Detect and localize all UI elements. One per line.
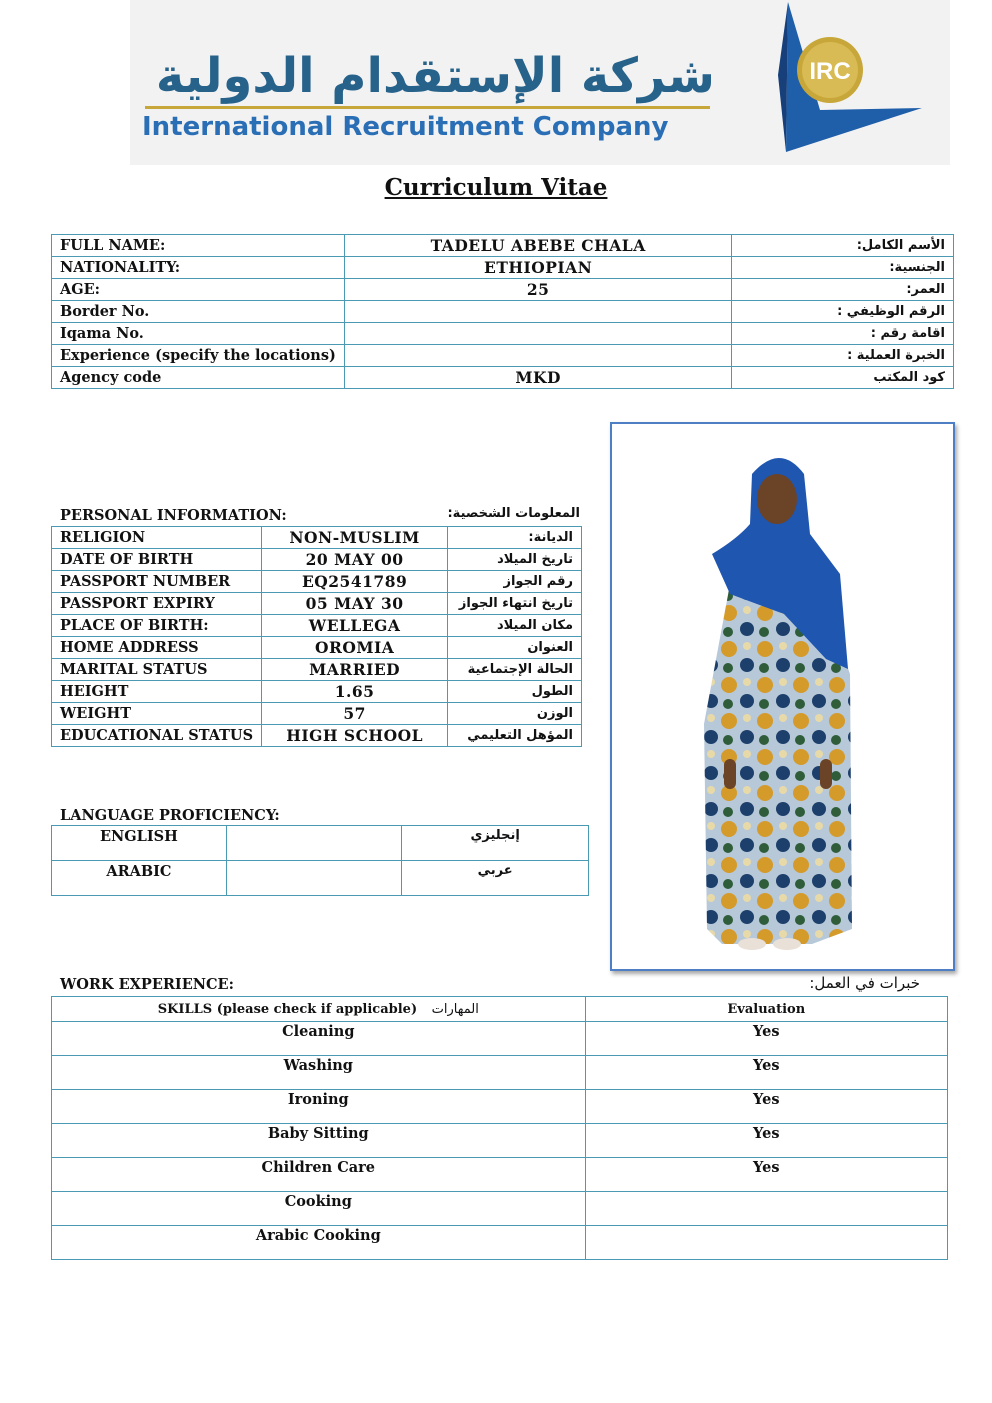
field-value xyxy=(344,301,732,323)
skill-evaluation: Yes xyxy=(585,1158,947,1192)
personal-value: 05 MAY 30 xyxy=(262,593,448,615)
personal-label-arabic: تاريخ انتهاء الجواز xyxy=(448,593,582,615)
personal-label-arabic: الطول xyxy=(448,681,582,703)
personal-info-row xyxy=(52,571,582,593)
language-name: ARABIC xyxy=(52,861,227,896)
language-level xyxy=(226,826,402,861)
skill-name: Washing xyxy=(52,1056,586,1090)
skills-column-header xyxy=(52,997,586,1022)
field-label: Iqama No. xyxy=(52,323,345,345)
personal-label: EDUCATIONAL STATUS xyxy=(52,725,262,747)
field-label: FULL NAME: xyxy=(52,235,345,257)
field-label: NATIONALITY: xyxy=(52,257,345,279)
company-name-arabic: شركة الإستقدام الدولية xyxy=(155,48,715,104)
skills-table xyxy=(51,996,948,1260)
personal-label: WEIGHT xyxy=(52,703,262,725)
language-row xyxy=(52,861,589,896)
candidate-photo xyxy=(610,422,955,971)
company-name-english: International Recruitment Company xyxy=(142,112,669,142)
personal-info-row xyxy=(52,615,582,637)
personal-value: 57 xyxy=(262,703,448,725)
personal-info-table xyxy=(51,526,582,747)
field-value: 25 xyxy=(344,279,732,301)
field-label-arabic: الرقم الوظيفي : xyxy=(732,301,954,323)
language-name: ENGLISH xyxy=(52,826,227,861)
skill-evaluation: Yes xyxy=(585,1090,947,1124)
skill-name: Ironing xyxy=(52,1090,586,1124)
work-experience-heading: WORK EXPERIENCE: xyxy=(60,976,234,993)
personal-label-arabic: المؤهل التعليمي xyxy=(448,725,582,747)
field-label-arabic: اقامة رقم : xyxy=(732,323,954,345)
personal-info-row xyxy=(52,593,582,615)
personal-value: NON-MUSLIM xyxy=(262,527,448,549)
personal-value: HIGH SCHOOL xyxy=(262,725,448,747)
language-level xyxy=(226,861,402,896)
personal-info-row xyxy=(52,549,582,571)
language-name-arabic: عربي xyxy=(402,861,589,896)
personal-value: OROMIA xyxy=(262,637,448,659)
personal-info-row xyxy=(52,527,582,549)
skills-header-row xyxy=(52,997,948,1022)
field-label-arabic: الأسم الكامل: xyxy=(732,235,954,257)
main-info-row xyxy=(52,279,954,301)
main-info-row xyxy=(52,345,954,367)
personal-label-arabic: الحالة الإجتماعية xyxy=(448,659,582,681)
skill-row xyxy=(52,1192,948,1226)
field-value xyxy=(344,345,732,367)
personal-value: 1.65 xyxy=(262,681,448,703)
main-info-row xyxy=(52,235,954,257)
personal-label-arabic: رقم الجواز xyxy=(448,571,582,593)
personal-label: PASSPORT EXPIRY xyxy=(52,593,262,615)
skill-name: Arabic Cooking xyxy=(52,1226,586,1260)
personal-label: PLACE OF BIRTH: xyxy=(52,615,262,637)
skill-evaluation: Yes xyxy=(585,1022,947,1056)
skill-row xyxy=(52,1090,948,1124)
personal-label: HEIGHT xyxy=(52,681,262,703)
language-heading: LANGUAGE PROFICIENCY: xyxy=(60,807,280,824)
main-info-row xyxy=(52,367,954,389)
skill-row xyxy=(52,1158,948,1192)
skill-name: Children Care xyxy=(52,1158,586,1192)
skill-evaluation: Yes xyxy=(585,1124,947,1158)
work-experience-heading-arabic: خبرات في العمل: xyxy=(809,974,920,992)
personal-label-arabic: مكان الميلاد xyxy=(448,615,582,637)
skill-name: Baby Sitting xyxy=(52,1124,586,1158)
personal-label-arabic: تاريخ الميلاد xyxy=(448,549,582,571)
personal-info-row xyxy=(52,637,582,659)
personal-label: DATE OF BIRTH xyxy=(52,549,262,571)
skill-evaluation xyxy=(585,1192,947,1226)
personal-info-heading: PERSONAL INFORMATION: xyxy=(60,507,287,524)
field-value: ETHIOPIAN xyxy=(344,257,732,279)
skill-name: Cleaning xyxy=(52,1022,586,1056)
irc-logo-icon xyxy=(750,0,930,165)
main-info-table xyxy=(51,234,954,389)
logo-badge-text: IRC xyxy=(809,58,851,85)
language-name-arabic: إنجليزي xyxy=(402,826,589,861)
skill-row xyxy=(52,1022,948,1056)
main-info-row xyxy=(52,323,954,345)
personal-label-arabic: الوزن xyxy=(448,703,582,725)
personal-label: HOME ADDRESS xyxy=(52,637,262,659)
field-label: Agency code xyxy=(52,367,345,389)
personal-label-arabic: الديانة: xyxy=(448,527,582,549)
personal-info-row xyxy=(52,703,582,725)
skill-row xyxy=(52,1056,948,1090)
language-table xyxy=(51,825,589,896)
skill-evaluation xyxy=(585,1226,947,1260)
personal-value: 20 MAY 00 xyxy=(262,549,448,571)
skill-evaluation: Yes xyxy=(585,1056,947,1090)
logo-divider xyxy=(145,106,710,109)
main-info-row xyxy=(52,257,954,279)
personal-info-row xyxy=(52,659,582,681)
field-value xyxy=(344,323,732,345)
personal-info-row xyxy=(52,725,582,747)
personal-value: WELLEGA xyxy=(262,615,448,637)
personal-value: EQ2541789 xyxy=(262,571,448,593)
personal-label-arabic: العنوان xyxy=(448,637,582,659)
field-label: Experience (specify the locations) xyxy=(52,345,345,367)
personal-label: RELIGION xyxy=(52,527,262,549)
field-label-arabic: الخبرة العملية : xyxy=(732,345,954,367)
skill-row xyxy=(52,1226,948,1260)
field-label: Border No. xyxy=(52,301,345,323)
skills-column-label: SKILLS (please check if applicable) xyxy=(157,1001,418,1017)
evaluation-column-header: Evaluation xyxy=(585,997,947,1022)
skill-name: Cooking xyxy=(52,1192,586,1226)
personal-value: MARRIED xyxy=(262,659,448,681)
person-figure-icon xyxy=(612,424,953,969)
page-title: Curriculum Vitae xyxy=(384,174,608,201)
field-label-arabic: كود المكتب xyxy=(732,367,954,389)
language-row xyxy=(52,826,589,861)
field-label: AGE: xyxy=(52,279,345,301)
personal-info-row xyxy=(52,681,582,703)
skills-column-label-arabic: المهارات xyxy=(431,1001,479,1017)
field-label-arabic: الجنسية: xyxy=(732,257,954,279)
field-label-arabic: العمر: xyxy=(732,279,954,301)
field-value: MKD xyxy=(344,367,732,389)
skill-row xyxy=(52,1124,948,1158)
main-info-row xyxy=(52,301,954,323)
personal-label: PASSPORT NUMBER xyxy=(52,571,262,593)
personal-info-heading-arabic: المعلومات الشخصية: xyxy=(447,506,580,521)
field-value: TADELU ABEBE CHALA xyxy=(344,235,732,257)
personal-label: MARITAL STATUS xyxy=(52,659,262,681)
